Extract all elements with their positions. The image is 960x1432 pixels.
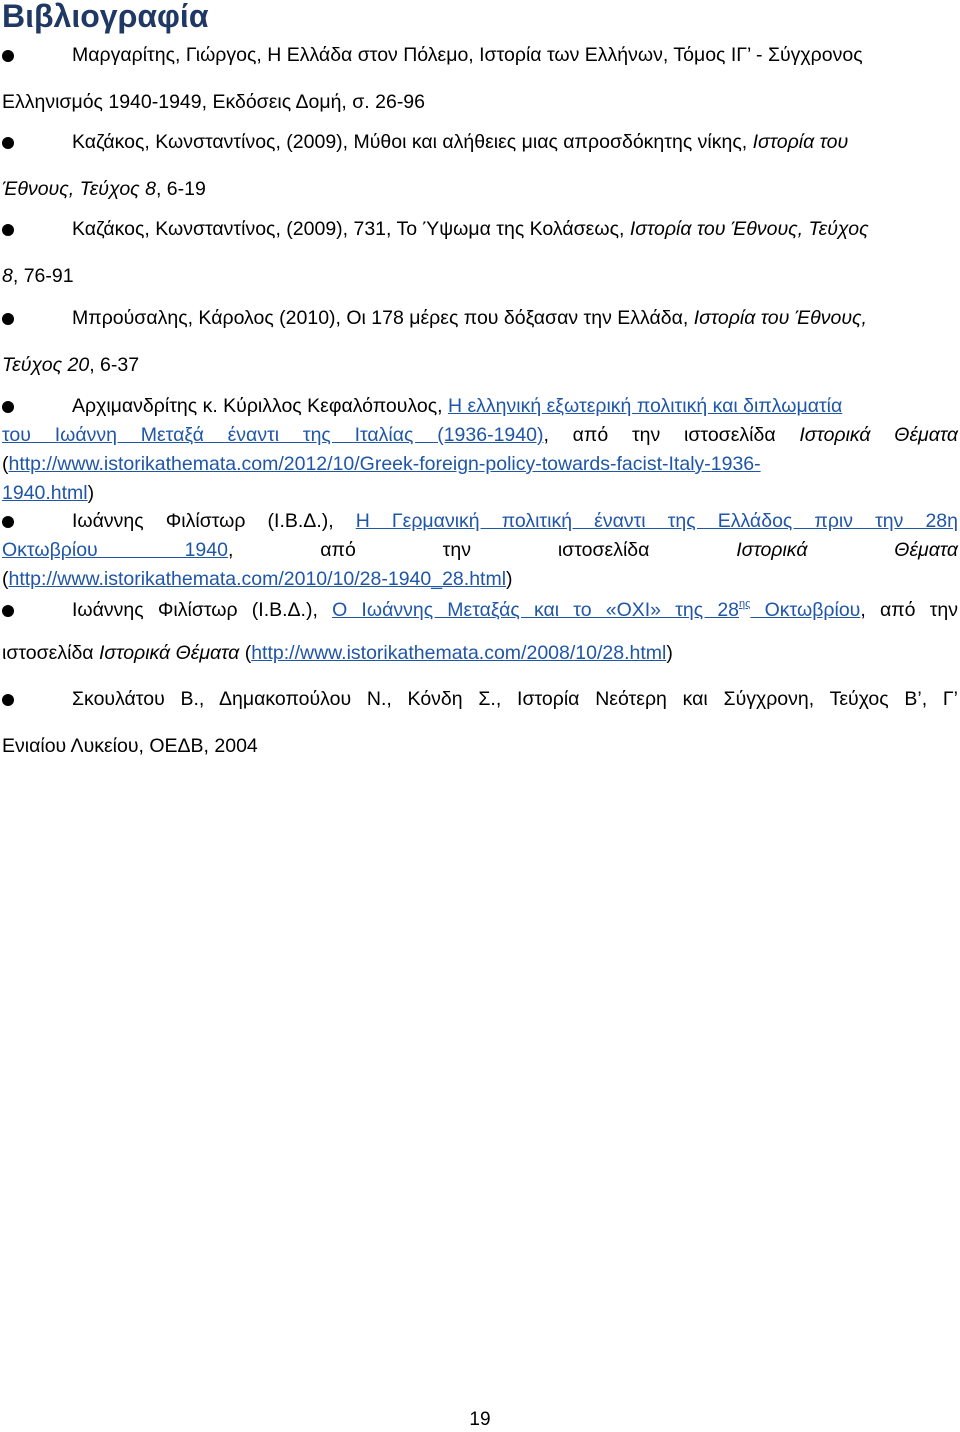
bullet-icon [2, 50, 14, 62]
url-link[interactable]: http://www.istorikathemata.com/2008/10/28.html [251, 642, 667, 664]
entry-line: Σκουλάτου Β., Δημακοπούλου Ν., Κόνδη Σ., Ιστορία Νεότερη και Σύγχρονη, Τεύχος Β’, Γ’ [72, 688, 958, 710]
article-link[interactable]: του Ιωάννη Μεταξά έναντι της Ιταλίας (1936-1940) [2, 424, 544, 446]
article-link[interactable]: Η ελληνική εξωτερική πολιτική και διπλωματία [447, 395, 843, 417]
paren-open: ( [2, 568, 9, 590]
article-link[interactable]: Η Γερμανική πολιτική έναντι της Ελλάδος πριν την 28η [355, 510, 958, 532]
entry-source: Ιστορικά Θέματα [99, 642, 240, 664]
entry-pages: , 6-19 [155, 178, 206, 200]
paren-open: ( [2, 453, 9, 475]
paren-close: ) [666, 642, 673, 664]
entry-text: Καζάκος, Κωνσταντίνος, (2009), Μύθοι και αλήθειες μιας απροσδόκητης νίκης, [72, 131, 753, 153]
bibliography-entry-7 [2, 595, 958, 669]
entry-source: Τεύχος 20 [2, 354, 90, 376]
bibliography-entry-3 [2, 206, 958, 300]
entry-line: Ελληνισμός 1940-1949, Εκδόσεις Δομή, σ. 26-96 [2, 91, 426, 113]
url-link[interactable]: 1940.html [2, 482, 88, 504]
paren-close: ) [87, 482, 95, 504]
entry-source: Ιστορία του [752, 131, 849, 153]
entry-source: Έθνους, Τεύχος 8 [2, 178, 156, 200]
entry-text: Αρχιμανδρίτης κ. Κύριλλος Κεφαλόπουλος, [72, 395, 448, 417]
bullet-icon [2, 605, 14, 617]
bibliography-entry-1 [2, 32, 958, 126]
entry-text: , από την [860, 599, 958, 621]
entry-pages: , 6-37 [89, 354, 140, 376]
article-link[interactable]: Οκτωβρίου [750, 599, 861, 621]
entry-text: ιστοσελίδα [2, 642, 99, 664]
bullet-icon [2, 401, 14, 413]
article-link[interactable]: Οκτωβρίου 1940 [2, 539, 228, 561]
entry-source: 8 [2, 265, 13, 287]
entry-text: Καζάκος, Κωνσταντίνος, (2009), 731, Το Ύψωμα της Κολάσεως, [72, 218, 630, 240]
paren-open: ( [239, 642, 252, 664]
bibliography-entry-4 [2, 295, 958, 389]
entry-line: Ενιαίου Λυκείου, ΟΕΔΒ, 2004 [2, 735, 258, 757]
entry-text: , από την ιστοσελίδα [543, 424, 800, 446]
entry-text: , από την ιστοσελίδα [227, 539, 737, 561]
entry-source: Ιστορικά Θέματα [799, 424, 958, 446]
page-title: Βιβλιογραφία [2, 0, 209, 34]
entry-source: Ιστορία του Έθνους, [693, 307, 867, 329]
article-link[interactable]: Ο Ιωάννης Μεταξάς και το «ΟΧΙ» της 28 [332, 599, 740, 621]
entry-line: Μαργαρίτης, Γιώργος, Η Ελλάδα στον Πόλεμο, Ιστορία των Ελλήνων, Τόμος ΙΓ’ - Σύγχρονος [72, 44, 863, 66]
ordinal-suffix[interactable]: ης [739, 598, 751, 610]
page-number: 19 [469, 1409, 491, 1430]
paren-close: ) [506, 568, 513, 590]
bibliography-entry-2 [2, 119, 958, 213]
bibliography-entry-8 [2, 676, 958, 770]
bullet-icon [2, 516, 14, 528]
bullet-icon [2, 694, 14, 706]
entry-pages: , 76-91 [12, 265, 74, 287]
url-link[interactable]: http://www.istorikathemata.com/2010/10/28-1940_28.html [8, 568, 507, 590]
entry-text: Ιωάννης Φιλίστωρ (Ι.Β.Δ.), [72, 599, 333, 621]
bullet-icon [2, 313, 14, 325]
bibliography-entry-5 [2, 392, 958, 508]
entry-text: Μπρούσαλης, Κάρολος (2010), Οι 178 μέρες που δόξασαν την Ελλάδα, [72, 307, 694, 329]
bullet-icon [2, 137, 14, 149]
entry-source: Ιστορία του Έθνους, Τεύχος [629, 218, 869, 240]
bibliography-entry-6 [2, 507, 958, 594]
bullet-icon [2, 224, 14, 236]
entry-text: Ιωάννης Φιλίστωρ (Ι.Β.Δ.), [72, 510, 356, 532]
url-link[interactable]: http://www.istorikathemata.com/2012/10/Greek-foreign-policy-towards-facist-Italy-1936- [8, 453, 761, 475]
entry-source: Ιστορικά Θέματα [736, 539, 958, 561]
